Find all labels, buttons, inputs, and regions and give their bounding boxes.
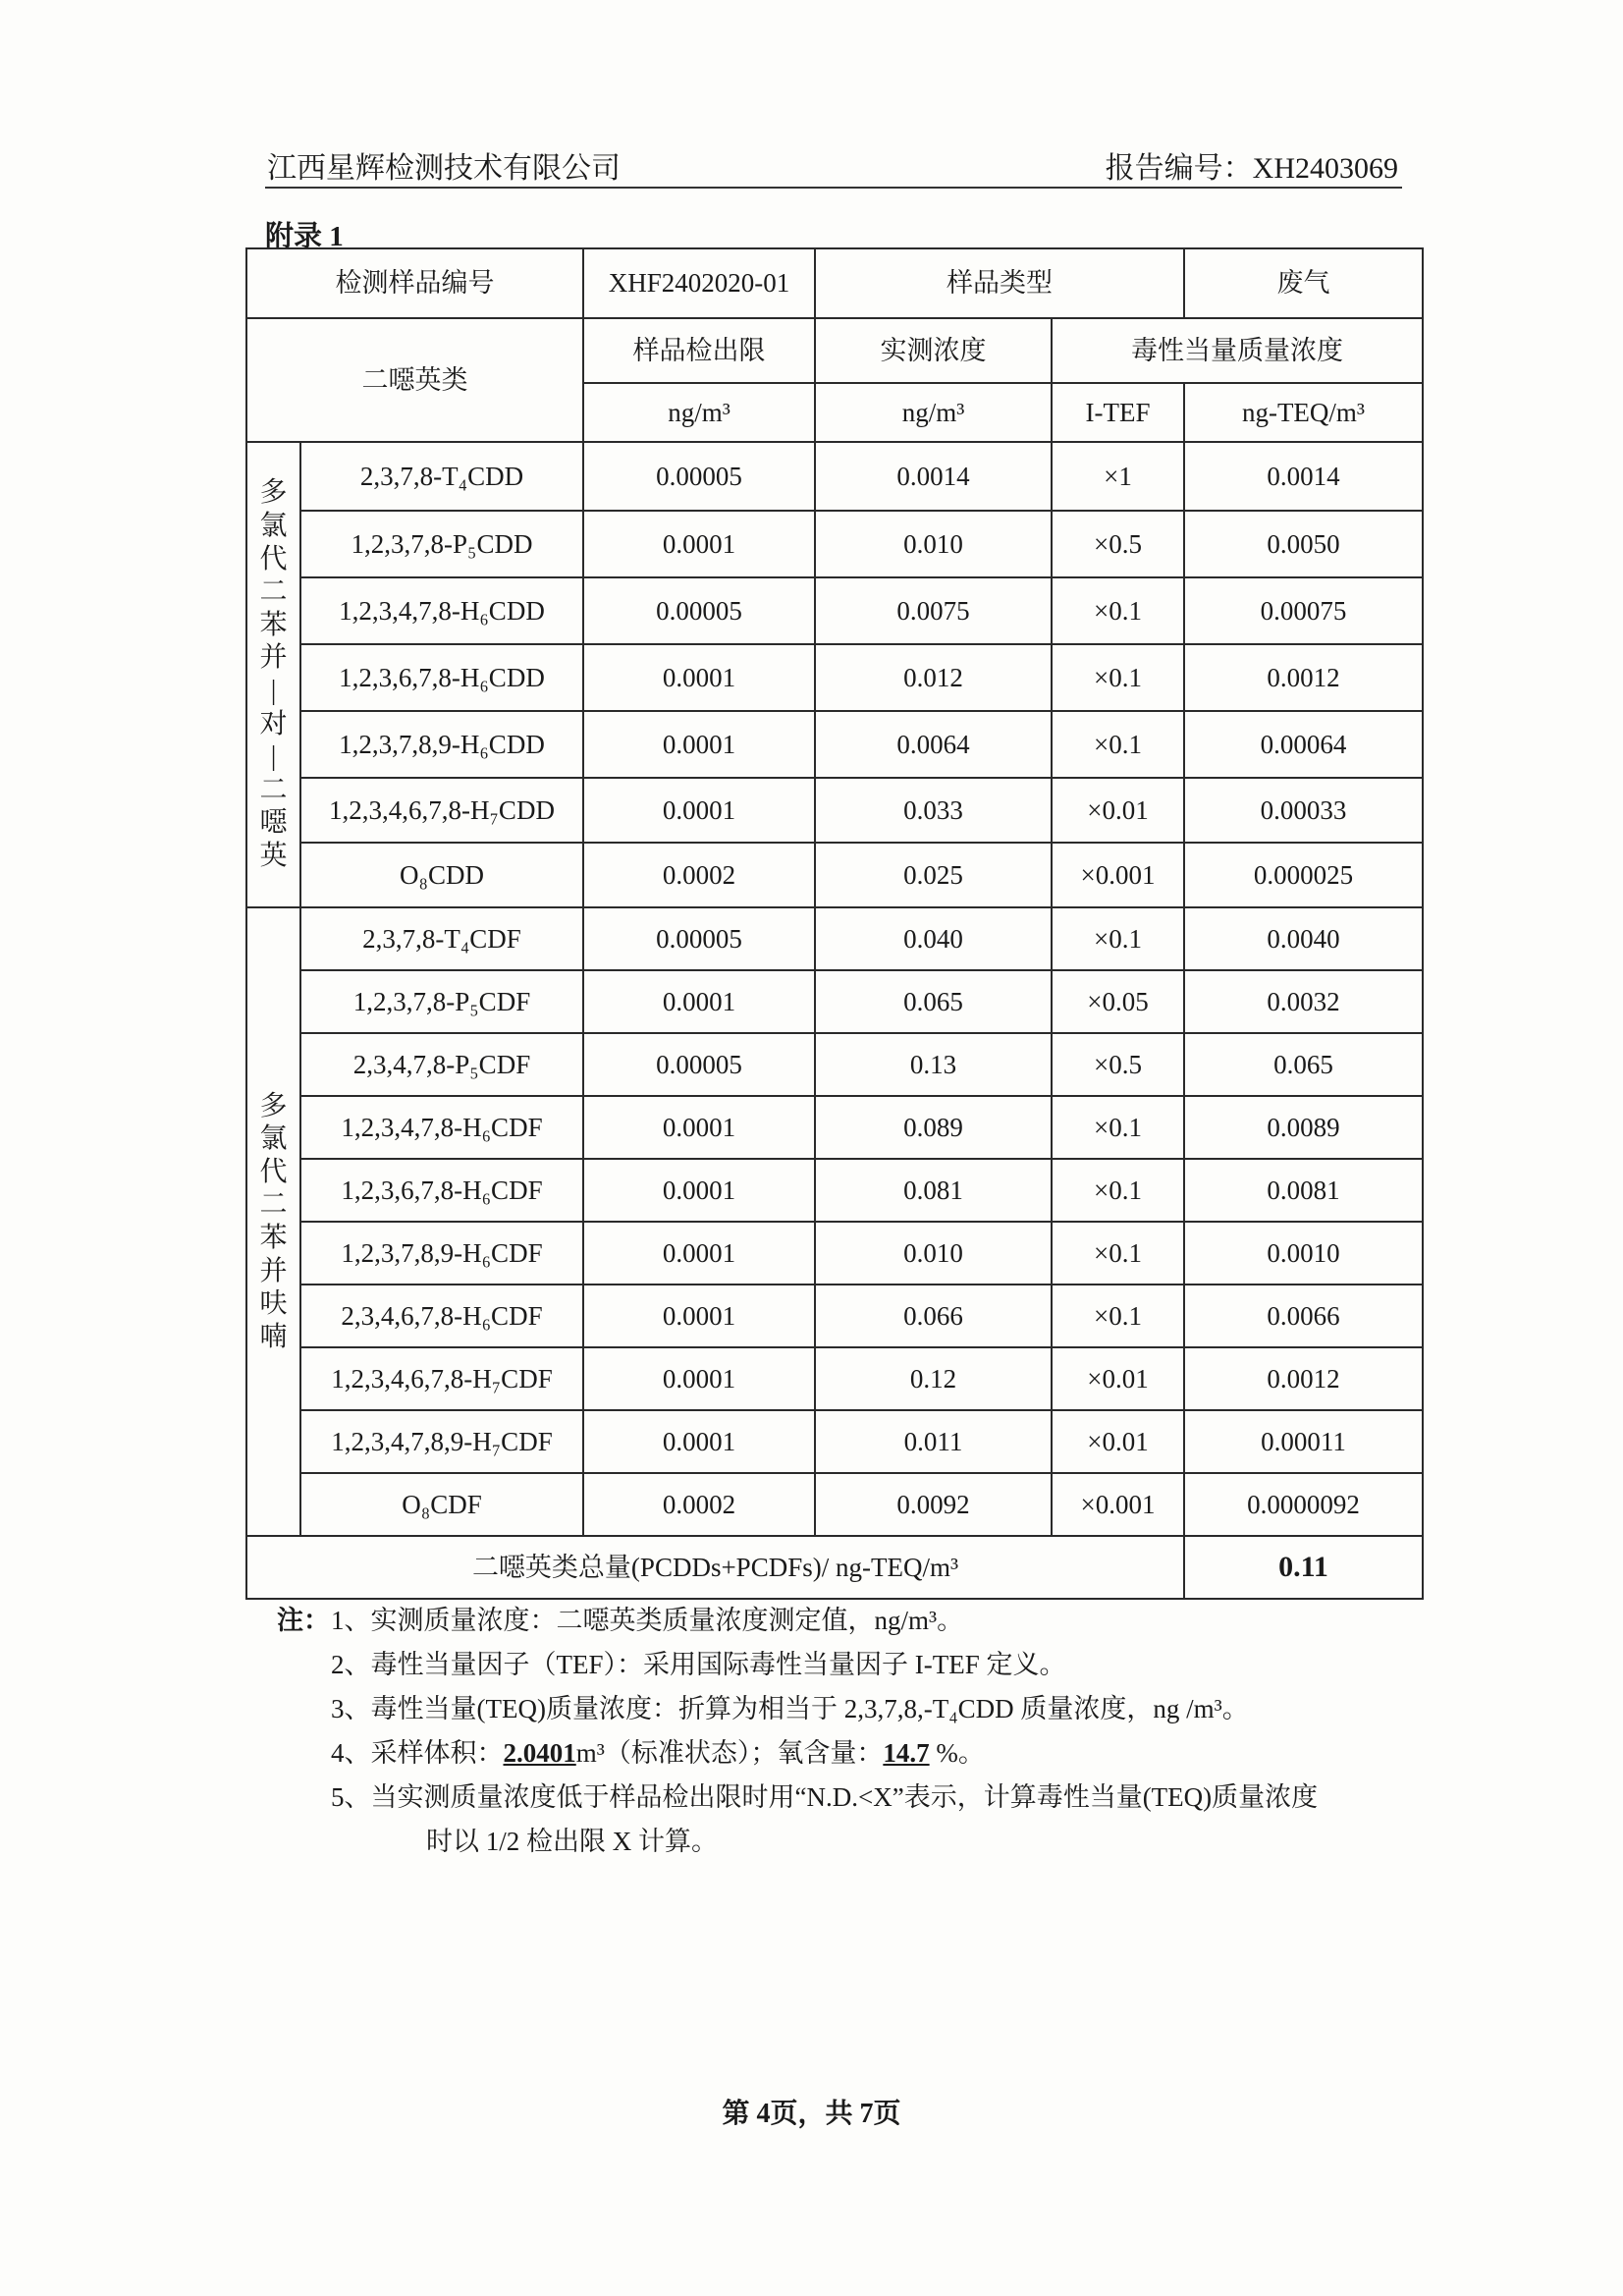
measured-value: 0.081	[815, 1159, 1052, 1222]
pcdd-group-label: 多 氯 代 二 苯 并 | 对 | 二 噁 英	[246, 442, 300, 907]
measured-header: 实测浓度	[815, 318, 1052, 383]
note-5: 5、当实测质量浓度低于样品检出限时用“N.D.<X”表示，计算毒性当量(TEQ)质量浓度	[331, 1782, 1319, 1812]
table-row	[246, 1033, 1423, 1096]
congener-name: O₈CDD	[300, 843, 583, 907]
teq-value: 0.0040	[1184, 907, 1423, 970]
sample-type-value: 废气	[1184, 248, 1423, 318]
tef-value: ×0.1	[1052, 711, 1184, 778]
table-row	[246, 1410, 1423, 1473]
measured-value: 0.12	[815, 1347, 1052, 1410]
table-row	[246, 1285, 1423, 1347]
company-name: 江西星辉检测技术有限公司	[267, 152, 621, 185]
tef-value: ×0.1	[1052, 1222, 1184, 1285]
detect-limit-value: 0.0001	[583, 1347, 815, 1410]
congener-name: O₈CDF	[300, 1473, 583, 1536]
detect-limit-header: 样品检出限	[583, 318, 815, 383]
tef-value: ×0.1	[1052, 1096, 1184, 1159]
congener-name: 1,2,3,6,7,8-H₆CDF	[300, 1159, 583, 1222]
tef-value: ×1	[1052, 442, 1184, 511]
teq-value: 0.00075	[1184, 577, 1423, 644]
detect-limit-value: 0.0001	[583, 644, 815, 711]
teq-value: 0.0032	[1184, 970, 1423, 1033]
note-1: 1、实测质量浓度：二噁英类质量浓度测定值，ng/m³。	[331, 1606, 964, 1635]
category-header: 二噁英类	[246, 318, 583, 442]
tef-value: ×0.01	[1052, 1347, 1184, 1410]
table-row	[246, 511, 1423, 577]
teq-value: 0.0010	[1184, 1222, 1423, 1285]
column-header-row	[246, 318, 1423, 383]
congener-name: 2,3,7,8-T₄CDD	[300, 442, 583, 511]
note-3: 3、毒性当量(TEQ)质量浓度：折算为相当于 2,3,7,8,-T₄CDD 质量浓度，ng /m³。	[331, 1694, 1249, 1723]
notes	[277, 1599, 1416, 1864]
congener-name: 1,2,3,4,6,7,8-H₇CDD	[300, 778, 583, 843]
note-2: 2、毒性当量因子（TEF）：采用国际毒性当量因子 I-TEF 定义。	[331, 1650, 1066, 1679]
table-row	[246, 970, 1423, 1033]
detect-limit-value: 0.0001	[583, 511, 815, 577]
congener-name: 1,2,3,4,6,7,8-H₇CDF	[300, 1347, 583, 1410]
table-row	[246, 1222, 1423, 1285]
tef-value: ×0.001	[1052, 843, 1184, 907]
dioxin-results-table	[245, 247, 1424, 1600]
tef-value: ×0.1	[1052, 1285, 1184, 1347]
total-value: 0.11	[1184, 1536, 1423, 1599]
detect-limit-value: 0.0001	[583, 711, 815, 778]
detect-limit-value: 0.0001	[583, 1285, 815, 1347]
teq-value: 0.0089	[1184, 1096, 1423, 1159]
measured-value: 0.010	[815, 1222, 1052, 1285]
teq-value: 0.0081	[1184, 1159, 1423, 1222]
teq-value: 0.00033	[1184, 778, 1423, 843]
teq-value: 0.0012	[1184, 644, 1423, 711]
sampling-volume: 2.0401	[503, 1738, 576, 1768]
measured-value: 0.0075	[815, 577, 1052, 644]
measured-value: 0.040	[815, 907, 1052, 970]
detect-limit-value: 0.0002	[583, 843, 815, 907]
pcdf-group-label: 多 氯 代 二 苯 并 呋 喃	[246, 907, 300, 1536]
page-header	[265, 139, 1402, 189]
sample-no-value: XHF2402020-01	[583, 248, 815, 318]
sample-type-label: 样品类型	[815, 248, 1184, 318]
congener-name: 1,2,3,4,7,8-H₆CDD	[300, 577, 583, 644]
congener-name: 2,3,7,8-T₄CDF	[300, 907, 583, 970]
congener-name: 1,2,3,7,8-P₅CDD	[300, 511, 583, 577]
tef-value: ×0.05	[1052, 970, 1184, 1033]
detect-limit-value: 0.00005	[583, 907, 815, 970]
measured-value: 0.13	[815, 1033, 1052, 1096]
table-row	[246, 644, 1423, 711]
measured-value: 0.0014	[815, 442, 1052, 511]
congener-name: 2,3,4,7,8-P₅CDF	[300, 1033, 583, 1096]
table-row	[246, 843, 1423, 907]
teq-value: 0.0014	[1184, 442, 1423, 511]
table-row	[246, 711, 1423, 778]
measured-value: 0.025	[815, 843, 1052, 907]
detect-limit-value: 0.0001	[583, 1159, 815, 1222]
detect-limit-value: 0.0001	[583, 1222, 815, 1285]
measured-value: 0.065	[815, 970, 1052, 1033]
detect-limit-value: 0.0001	[583, 1096, 815, 1159]
tef-value: ×0.5	[1052, 511, 1184, 577]
detect-limit-value: 0.0002	[583, 1473, 815, 1536]
teq-value: 0.0012	[1184, 1347, 1423, 1410]
note-4: 4、采样体积：2.0401m³（标准状态）；氧含量：14.7 %。	[331, 1738, 985, 1768]
tef-value: ×0.1	[1052, 577, 1184, 644]
tef-value: ×0.01	[1052, 1410, 1184, 1473]
detect-limit-value: 0.0001	[583, 1410, 815, 1473]
table-row	[246, 1473, 1423, 1536]
congener-name: 1,2,3,4,7,8,9-H₇CDF	[300, 1410, 583, 1473]
note-5-continued: 时以 1/2 检出限 X 计算。	[426, 1827, 718, 1856]
sample-no-label: 检测样品编号	[246, 248, 583, 318]
congener-name: 1,2,3,7,8,9-H₆CDF	[300, 1222, 583, 1285]
detect-limit-value: 0.0001	[583, 970, 815, 1033]
measured-value: 0.012	[815, 644, 1052, 711]
table-row	[246, 778, 1423, 843]
appendix-title: 附录 1	[265, 221, 344, 252]
table-row	[246, 442, 1423, 511]
page-footer: 第 4页，共 7页	[722, 2099, 901, 2129]
measured-value: 0.011	[815, 1410, 1052, 1473]
congener-name: 1,2,3,6,7,8-H₆CDD	[300, 644, 583, 711]
teq-value: 0.0000092	[1184, 1473, 1423, 1536]
teq-value: 0.065	[1184, 1033, 1423, 1096]
detect-limit-value: 0.00005	[583, 442, 815, 511]
teq-value: 0.0066	[1184, 1285, 1423, 1347]
measured-unit: ng/m³	[815, 383, 1052, 442]
tef-value: ×0.5	[1052, 1033, 1184, 1096]
tef-value: ×0.001	[1052, 1473, 1184, 1536]
teq-value: 0.000025	[1184, 843, 1423, 907]
teq-unit: ng-TEQ/m³	[1184, 383, 1423, 442]
tef-unit: I-TEF	[1052, 383, 1184, 442]
tef-value: ×0.1	[1052, 907, 1184, 970]
table-row	[246, 1347, 1423, 1410]
toxic-header: 毒性当量质量浓度	[1052, 318, 1423, 383]
total-label: 二噁英类总量(PCDDs+PCDFs)/ ng-TEQ/m³	[246, 1536, 1184, 1599]
table-row	[246, 907, 1423, 970]
measured-value: 0.089	[815, 1096, 1052, 1159]
oxygen-content: 14.7	[883, 1738, 930, 1768]
detect-limit-value: 0.00005	[583, 1033, 815, 1096]
tef-value: ×0.1	[1052, 1159, 1184, 1222]
teq-value: 0.00011	[1184, 1410, 1423, 1473]
detect-limit-unit: ng/m³	[583, 383, 815, 442]
report-number: 报告编号：XH2403069	[1105, 152, 1398, 185]
teq-value: 0.00064	[1184, 711, 1423, 778]
tef-value: ×0.01	[1052, 778, 1184, 843]
measured-value: 0.0064	[815, 711, 1052, 778]
detect-limit-value: 0.0001	[583, 778, 815, 843]
measured-value: 0.066	[815, 1285, 1052, 1347]
table-row	[246, 577, 1423, 644]
notes-label: 注：	[277, 1606, 330, 1635]
congener-name: 1,2,3,7,8-P₅CDF	[300, 970, 583, 1033]
measured-value: 0.033	[815, 778, 1052, 843]
congener-name: 1,2,3,4,7,8-H₆CDF	[300, 1096, 583, 1159]
table-row	[246, 1159, 1423, 1222]
table-row	[246, 1096, 1423, 1159]
congener-name: 2,3,4,6,7,8-H₆CDF	[300, 1285, 583, 1347]
tef-value: ×0.1	[1052, 644, 1184, 711]
measured-value: 0.010	[815, 511, 1052, 577]
measured-value: 0.0092	[815, 1473, 1052, 1536]
sample-info-row	[246, 248, 1423, 318]
total-row	[246, 1536, 1423, 1599]
detect-limit-value: 0.00005	[583, 577, 815, 644]
teq-value: 0.0050	[1184, 511, 1423, 577]
congener-name: 1,2,3,7,8,9-H₆CDD	[300, 711, 583, 778]
